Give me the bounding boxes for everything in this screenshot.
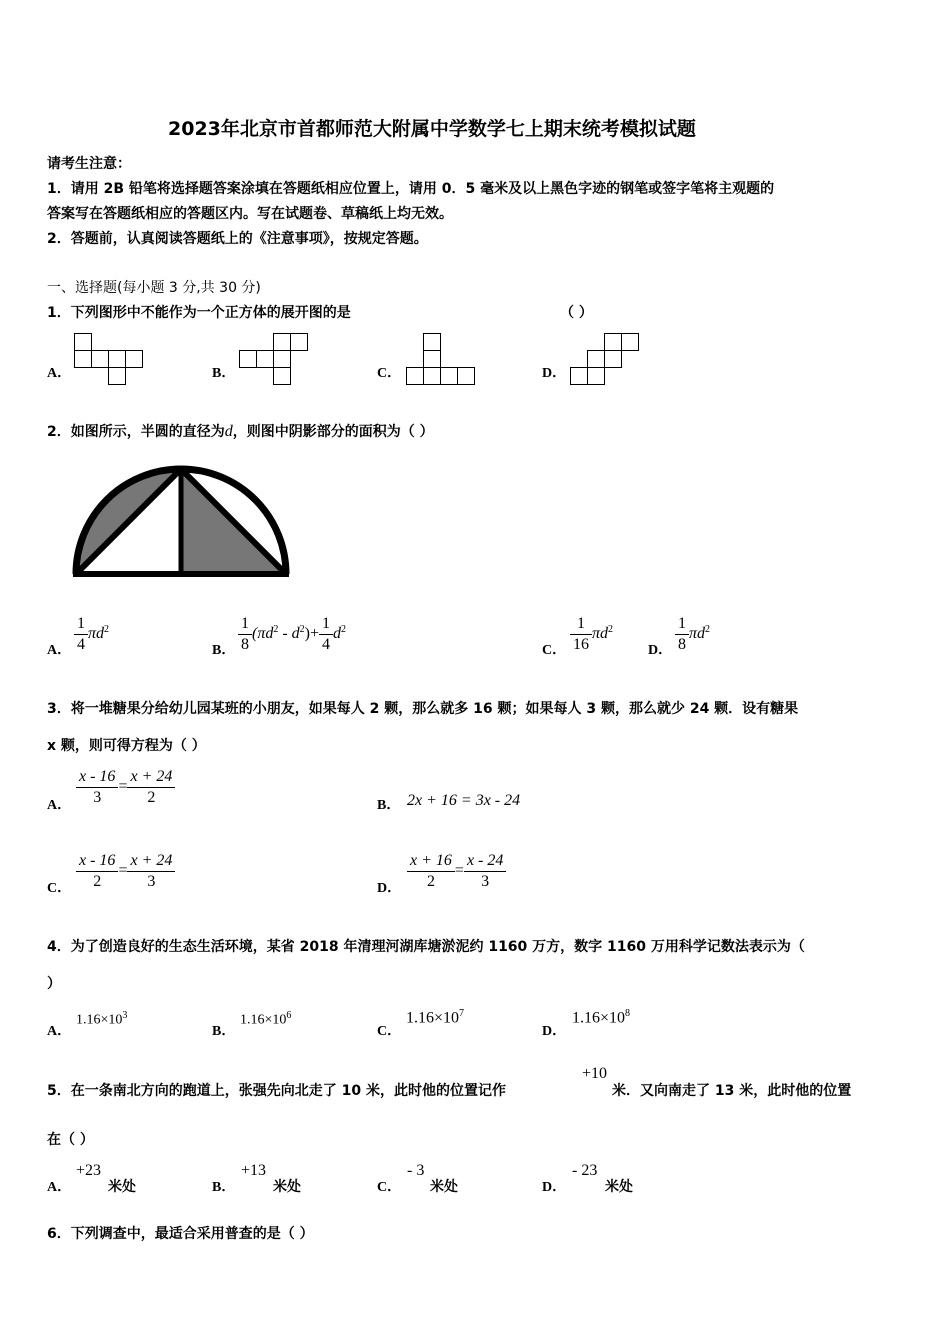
q3-label-a: A． (47, 798, 72, 813)
q5-option-c-unit: 米处 (430, 1179, 458, 1195)
q4-stem-a: 4．为了创造良好的生态生活环境，某省 2018 年清理河湖库塘淤泥约 1160 万方，数字 1160 万用科学记数法表示为（ (47, 939, 805, 955)
q4-label-b: B． (212, 1024, 236, 1039)
q4-stem-b: ） (47, 976, 61, 992)
q5-stem-c: 在（ ） (47, 1132, 94, 1148)
section-heading: 一、选择题(每小题 3 分,共 30 分) (47, 280, 261, 296)
q5-stem-a: 5．在一条南北方向的跑道上，张强先向北走了 10 米，此时他的位置记作 (47, 1083, 506, 1099)
q2-option-a: $\frac{1}{4}$ $\pi d^2$ (74, 614, 109, 655)
q4-option-b: $1.16\times 10^6$ (240, 1010, 292, 1028)
q3-option-b: 2x + 16 = 3x - 24 (407, 792, 521, 809)
q5-option-d-value: - 23 (572, 1162, 598, 1179)
q2-option-d: $\frac{1}{8}$ $\pi d^2$ (675, 614, 710, 655)
semicircle-figure (66, 458, 298, 582)
q3-option-c: $\frac{x - 16}{2}$ = $\frac{x + 24}{3}$ (76, 851, 175, 892)
q2-stem (47, 421, 434, 441)
q5-option-b-value: +13 (241, 1162, 267, 1179)
q2-label-a: A． (47, 643, 72, 658)
q3-label-d: D． (377, 881, 402, 896)
q5-option-a-value: +23 (76, 1162, 102, 1179)
q4-option-a: $1.16\times 10^3$ (76, 1010, 128, 1028)
q1-label-a: A． (47, 366, 72, 381)
q1-net-c (406, 333, 486, 387)
q1-net-a (74, 333, 154, 387)
page-title: 2023年北京市首都师范大附属中学数学七上期末统考模拟试题 (168, 118, 696, 140)
q3-option-d: $\frac{x + 16}{2}$ = $\frac{x - 24}{3}$ (407, 851, 506, 892)
q5-label-b: B． (212, 1180, 236, 1195)
q2-label-d: D． (648, 643, 673, 658)
notice-line-2: 2．答题前，认真阅读答题纸上的《注意事项》，按规定答题。 (47, 231, 428, 247)
q2-label-c: C． (542, 643, 567, 658)
q5-option-b-unit: 米处 (273, 1179, 301, 1195)
q2-stem-a: 2．如图所示，半圆的直径为 (47, 424, 225, 440)
q1-net-d (570, 333, 650, 387)
q2-option-b: $\frac{1}{8}$ $(\pi d^2 - d^2)+$ $\frac{1}{4}$ $d^2$ (238, 614, 346, 655)
q4-option-d: $1.16\times 10^8$ (572, 1008, 631, 1027)
notice-heading: 请考生注意： (47, 156, 131, 172)
q1-label-c: C． (377, 366, 402, 381)
q1-label-d: D． (542, 366, 567, 381)
q5-label-d: D． (542, 1180, 567, 1195)
q4-label-a: A． (47, 1024, 72, 1039)
q2-option-c: $\frac{1}{16}$ $\pi d^2$ (570, 614, 613, 655)
q1-stem: 1．下列图形中不能作为一个正方体的展开图的是 (47, 305, 351, 321)
q5-value: +10 (582, 1065, 608, 1082)
q4-label-d: D． (542, 1024, 567, 1039)
q2-label-b: B． (212, 643, 236, 658)
q3-label-b: B． (377, 798, 401, 813)
q6-stem: 6．下列调查中，最适合采用普查的是（ ） (47, 1226, 314, 1242)
q1-label-b: B． (212, 366, 236, 381)
q5-option-c-value: - 3 (407, 1162, 425, 1179)
notice-line-1a: 1．请用 2B 铅笔将选择题答案涂填在答题纸相应位置上，请用 0．5 毫米及以上黑色字迹的钢笔或签字笔将主观题的 (47, 181, 775, 197)
q3-stem-a: 3．将一堆糖果分给幼儿园某班的小朋友，如果每人 2 颗，那么就多 16 颗；如果每人 3 颗，那么就少 24 颗．设有糖果 (47, 701, 799, 717)
q5-label-a: A． (47, 1180, 72, 1195)
q3-label-c: C． (47, 881, 72, 896)
q3-stem-b: x 颗，则可得方程为（ ） (47, 738, 206, 754)
q5-label-c: C． (377, 1180, 402, 1195)
q5-option-d-unit: 米处 (605, 1179, 633, 1195)
q2-var-d: d (224, 423, 233, 440)
q1-paren: （ ） (560, 305, 593, 321)
q1-net-b (239, 333, 319, 387)
q5-option-a-unit: 米处 (108, 1179, 136, 1195)
q4-option-c: $1.16\times 10^7$ (406, 1008, 465, 1027)
notice-line-1b: 答案写在答题纸相应的答题区内。写在试题卷、草稿纸上均无效。 (47, 206, 453, 222)
q2-stem-b: ，则图中阴影部分的面积为（ ） (232, 424, 434, 440)
q3-option-a: $\frac{x - 16}{3}$ = $\frac{x + 24}{2}$ (76, 767, 175, 808)
q5-stem-b: 米．又向南走了 13 米，此时他的位置 (612, 1083, 852, 1099)
q4-label-c: C． (377, 1024, 402, 1039)
